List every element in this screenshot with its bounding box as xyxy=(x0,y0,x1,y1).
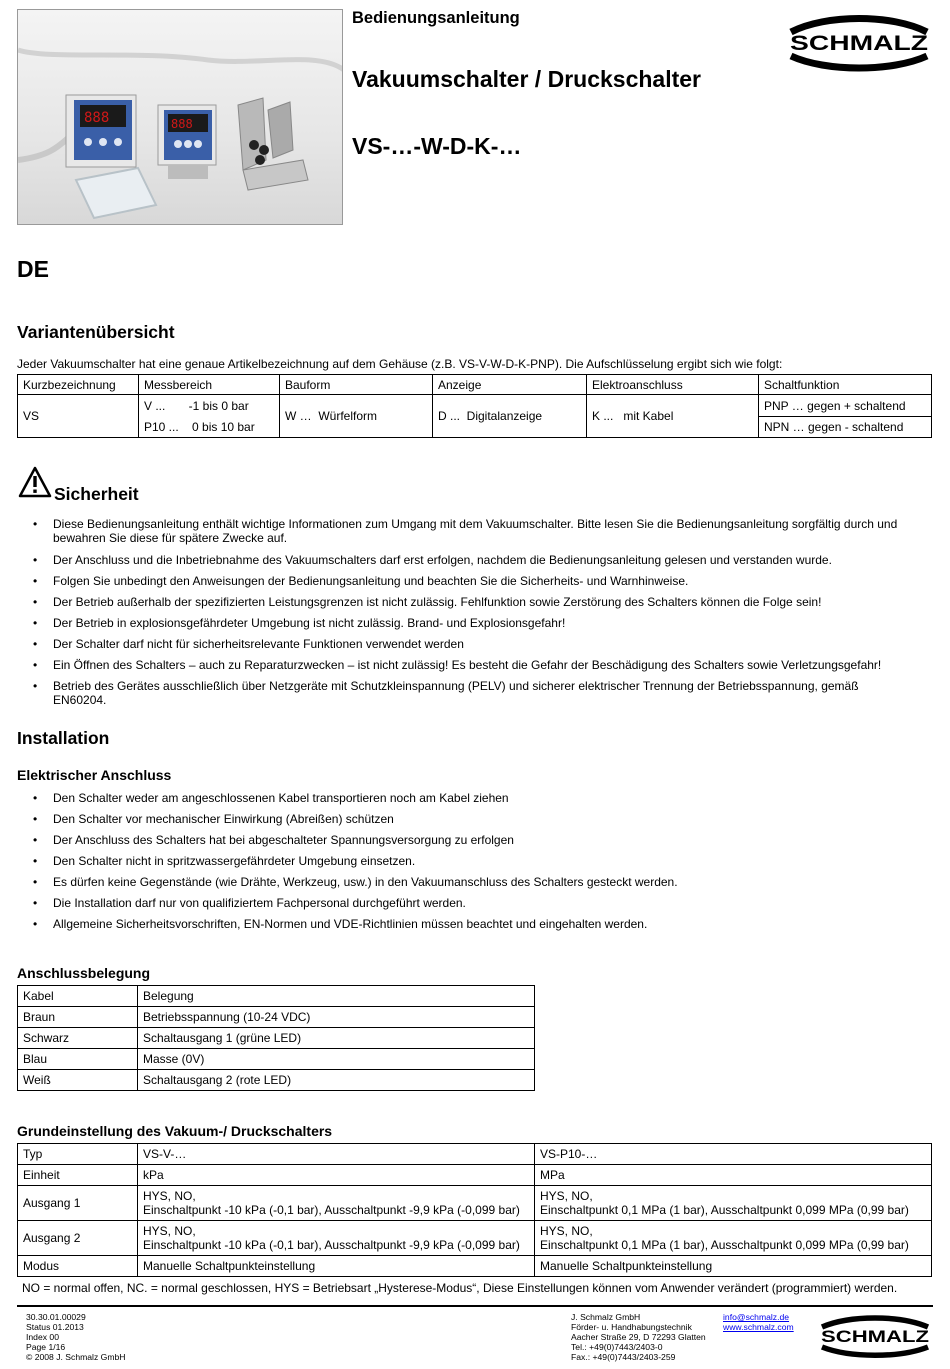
table-cell: Masse (0V) xyxy=(138,1049,535,1070)
cell-line: Einschaltpunkt 0,1 MPa (1 bar), Ausschaltpunkt 0,099 MPa (0,99 bar) xyxy=(540,1238,909,1252)
footer-doc-info xyxy=(26,1312,125,1362)
language-code: DE xyxy=(17,256,49,282)
table-row xyxy=(18,395,932,417)
table-header: Schaltfunktion xyxy=(759,375,932,395)
table-cell xyxy=(138,1221,535,1256)
table-cell: VS xyxy=(18,395,139,438)
logo-text: SCHMALZ xyxy=(821,1328,929,1346)
list-item: • Diese Bedienungsanleitung enthält wichtige Informationen zum Umgang mit dem Vakuumschalter. Bitte lesen Sie die Bedienungsanleitung sorgfältig durch und bewahren Sie diese für spätere Zwecke auf. xyxy=(33,517,913,545)
doc-status: Status 01.2013 xyxy=(26,1322,84,1332)
table-row xyxy=(18,1007,535,1028)
cell-line: HYS, NO, xyxy=(540,1224,593,1238)
doc-number: 30.30.01.00029 xyxy=(26,1312,86,1322)
table-header: Bauform xyxy=(280,375,433,395)
list-item: • Der Betrieb außerhalb der spezifizierten Leistungsgrenzen ist nicht zulässig. Fehlfunktion sowie Zerstörung des Schalters können die Folge sein! xyxy=(33,595,913,609)
model-code: VS-…-W-D-K-… xyxy=(352,133,522,159)
table-row xyxy=(18,1070,535,1091)
table-cell: Schwarz xyxy=(18,1028,138,1049)
table-cell: Manuelle Schaltpunkteinstellung xyxy=(535,1256,932,1277)
company-address: Aacher Straße 29, D 72293 Glatten xyxy=(571,1332,706,1342)
table-header-row xyxy=(18,1144,932,1165)
cell-line: HYS, NO, xyxy=(540,1189,593,1203)
table-header: Kabel xyxy=(18,986,138,1007)
table-cell: Blau xyxy=(18,1049,138,1070)
cell-line: Einschaltpunkt -10 kPa (-0,1 bar), Ausschaltpunkt -9,9 kPa (-0,099 bar) xyxy=(143,1203,520,1217)
list-item: • Ein Öffnen des Schalters – auch zu Reparaturzwecken – ist nicht zulässig! Es besteht die Gefahr der Beschädigung des Schalters sowie Verletzungsgefahr! xyxy=(33,658,913,672)
table-row xyxy=(18,1028,535,1049)
list-item: • Es dürfen keine Gegenstände (wie Drähte, Werkzeug, usw.) in den Vakuumanschluss des Schalters gesteckt werden. xyxy=(33,875,913,889)
table-cell: Manuelle Schaltpunkteinstellung xyxy=(138,1256,535,1277)
table-row xyxy=(18,1049,535,1070)
table-header: Messbereich xyxy=(139,375,280,395)
table-header: VS-P10-… xyxy=(535,1144,932,1165)
table-cell: V ... -1 bis 0 bar xyxy=(139,395,280,417)
table-cell xyxy=(138,1186,535,1221)
company-fax: Fax.: +49(0)7443/2403-259 xyxy=(571,1352,676,1362)
list-item: • Allgemeine Sicherheitsvorschriften, EN-Normen und VDE-Richtlinien müssen beachtet und eingehalten werden. xyxy=(33,917,913,931)
table-cell: D ... Digitalanzeige xyxy=(433,395,587,438)
defaults-note: NO = normal offen, NC. = normal geschlossen, HYS = Betriebsart „Hysterese-Modus“, Diese Einstellungen können vom Anwender verändert (programmiert) werden. xyxy=(22,1281,898,1295)
table-cell: Schaltausgang 2 (rote LED) xyxy=(138,1070,535,1091)
table-row xyxy=(18,1221,932,1256)
pinout-heading: Anschlussbelegung xyxy=(17,965,151,981)
table-row xyxy=(18,1165,932,1186)
svg-text:888: 888 xyxy=(84,110,110,126)
installation-heading: Installation xyxy=(17,728,110,748)
table-header-row xyxy=(18,986,535,1007)
table-header-row xyxy=(18,375,932,395)
table-row xyxy=(18,1186,932,1221)
footer-company xyxy=(571,1312,706,1362)
table-cell: Einheit xyxy=(18,1165,138,1186)
safety-list xyxy=(33,517,913,707)
table-cell xyxy=(535,1186,932,1221)
list-item: • Die Installation darf nur von qualifiziertem Fachpersonal durchgeführt werden. xyxy=(33,896,913,910)
schmalz-logo xyxy=(786,12,932,74)
schmalz-logo-small xyxy=(818,1313,932,1359)
table-cell: PNP … gegen + schaltend xyxy=(759,395,932,417)
warning-icon xyxy=(18,466,52,498)
product-photo xyxy=(17,9,343,225)
doc-index: Index 00 xyxy=(26,1332,59,1342)
table-cell: Ausgang 2 xyxy=(18,1221,138,1256)
table-cell: Betriebsspannung (10-24 VDC) xyxy=(138,1007,535,1028)
variants-heading: Variantenübersicht xyxy=(17,322,175,342)
table-header: VS-V-… xyxy=(138,1144,535,1165)
logo-text: SCHMALZ xyxy=(790,32,929,55)
table-header: Anzeige xyxy=(433,375,587,395)
table-cell: NPN … gegen - schaltend xyxy=(759,417,932,438)
company-name: J. Schmalz GmbH xyxy=(571,1312,641,1322)
table-row xyxy=(18,1256,932,1277)
list-item: • Den Schalter vor mechanischer Einwirkung (Abreißen) schützen xyxy=(33,812,913,826)
list-item: • Betrieb des Gerätes ausschließlich über Netzgeräte mit Schutzkleinspannung (PELV) und sicherer elektrischer Trennung der Betriebsspannung, gemäß EN60204. xyxy=(33,679,913,707)
company-phone: Tel.: +49(0)7443/2403-0 xyxy=(571,1342,663,1352)
table-cell: kPa xyxy=(138,1165,535,1186)
footer-divider xyxy=(17,1305,933,1307)
page-number: Page 1/16 xyxy=(26,1342,66,1352)
cell-line: HYS, NO, xyxy=(143,1224,196,1238)
table-cell: Braun xyxy=(18,1007,138,1028)
safety-heading: Sicherheit xyxy=(54,484,139,504)
table-cell: Modus xyxy=(18,1256,138,1277)
list-item: • Den Schalter nicht in spritzwassergefährdeter Umgebung einsetzen. xyxy=(33,854,913,868)
list-item: • Der Anschluss und die Inbetriebnahme des Vakuumschalters darf erst erfolgen, nachdem die Bedienungsanleitung gelesen und verstanden wurde. xyxy=(33,553,913,567)
cell-line: Einschaltpunkt -10 kPa (-0,1 bar), Ausschaltpunkt -9,9 kPa (-0,099 bar) xyxy=(143,1238,520,1252)
table-header: Elektroanschluss xyxy=(587,375,759,395)
company-division: Förder- u. Handhabungstechnik xyxy=(571,1322,692,1332)
footer-contact xyxy=(723,1312,794,1332)
list-item: • Der Anschluss des Schalters hat bei abgeschalteter Spannungsversorgung zu erfolgen xyxy=(33,833,913,847)
pinout-table xyxy=(17,985,535,1091)
list-item: • Der Betrieb in explosionsgefährdeter Umgebung ist nicht zulässig. Brand- und Explosionsgefahr! xyxy=(33,616,913,630)
list-item: • Den Schalter weder am angeschlossenen Kabel transportieren noch am Kabel ziehen xyxy=(33,791,913,805)
electric-heading: Elektrischer Anschluss xyxy=(17,767,172,783)
list-item: • Folgen Sie unbedingt den Anweisungen der Bedienungsanleitung und beachten Sie die Sicherheits- und Warnhinweise. xyxy=(33,574,913,588)
defaults-table xyxy=(17,1143,932,1277)
variants-table xyxy=(17,374,932,438)
table-cell: Schaltausgang 1 (grüne LED) xyxy=(138,1028,535,1049)
document-title: Vakuumschalter / Druckschalter xyxy=(352,66,701,92)
installation-list xyxy=(33,791,913,931)
table-cell: K ... mit Kabel xyxy=(587,395,759,438)
website-link[interactable]: www.schmalz.com xyxy=(723,1322,794,1332)
document-type: Bedienungsanleitung xyxy=(352,9,520,27)
defaults-heading: Grundeinstellung des Vakuum-/ Druckschalters xyxy=(17,1123,333,1139)
copyright: © 2008 J. Schmalz GmbH xyxy=(26,1352,126,1362)
table-cell: P10 ... 0 bis 10 bar xyxy=(139,417,280,438)
table-cell: W … Würfelform xyxy=(280,395,433,438)
table-cell: Ausgang 1 xyxy=(18,1186,138,1221)
svg-text:888: 888 xyxy=(171,117,193,131)
table-header: Belegung xyxy=(138,986,535,1007)
table-header: Typ xyxy=(18,1144,138,1165)
list-item: • Der Schalter darf nicht für sicherheitsrelevante Funktionen verwendet werden xyxy=(33,637,913,651)
table-cell: Weiß xyxy=(18,1070,138,1091)
email-link[interactable]: info@schmalz.de xyxy=(723,1312,790,1322)
cell-line: HYS, NO, xyxy=(143,1189,196,1203)
table-cell xyxy=(535,1221,932,1256)
table-header: Kurzbezeichnung xyxy=(18,375,139,395)
table-cell: MPa xyxy=(535,1165,932,1186)
cell-line: Einschaltpunkt 0,1 MPa (1 bar), Ausschaltpunkt 0,099 MPa (0,99 bar) xyxy=(540,1203,909,1217)
variants-intro: Jeder Vakuumschalter hat eine genaue Artikelbezeichnung auf dem Gehäuse (z.B. VS-V-W-D-K-PNP). Die Aufschlüsselung ergibt sich wie folgt: xyxy=(17,357,783,371)
